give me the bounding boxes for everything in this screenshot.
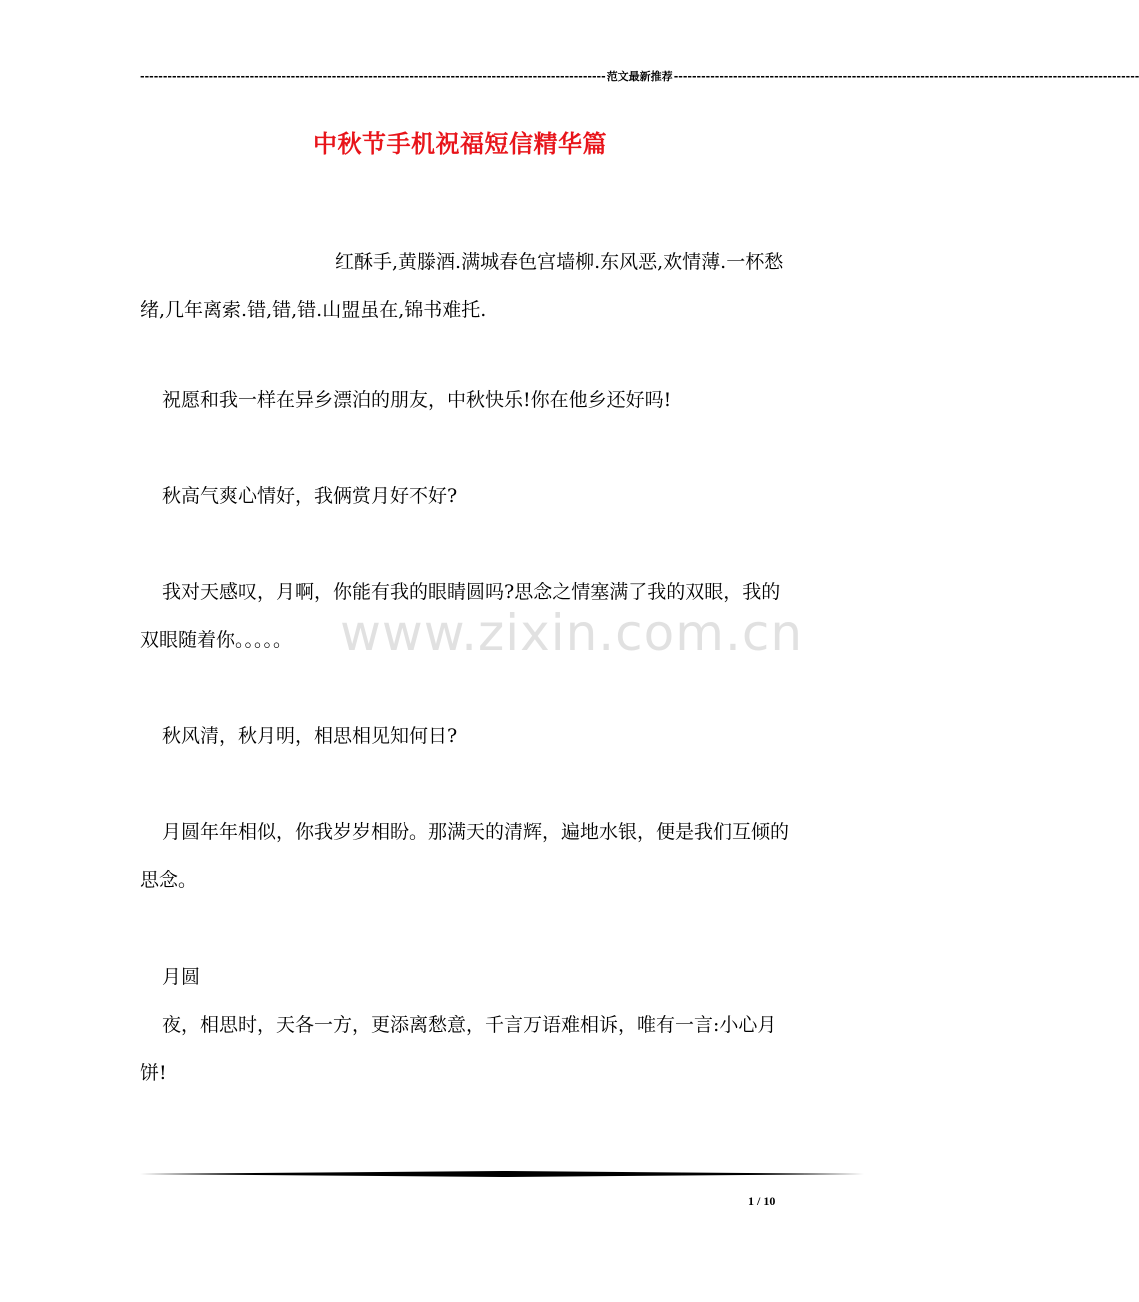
blessing-paragraph: 夜，相思时，天各一方，更添离愁意，千言万语难相诉，唯有一言:小心月饼! [140,1014,777,1084]
paragraph-6 [140,808,790,904]
header-dash-left: ------------------------------------------------------------------------------------------------------ [140,69,606,83]
paragraph-1 [140,238,790,334]
paragraph-4 [140,568,790,664]
footer-divider [140,1171,864,1177]
paragraph-5 [140,712,790,760]
blessing-paragraph: 月圆 [162,966,201,988]
document-title: 中秋节手机祝福短信精华篇 [313,129,607,158]
header-banner [140,68,1139,84]
page-number: 1 / 10 [748,1194,776,1208]
paragraph-8 [140,1001,790,1097]
paragraph-7 [140,953,790,1001]
header-label: 范文最新推荐 [606,70,673,83]
watermark: www.zixin.com.cn [340,604,804,662]
blessing-paragraph: 我对天感叹，月啊，你能有我的眼睛圆吗?思念之情塞满了我的双眼，我的双眼随着你。。。。。 [140,581,781,651]
blessing-paragraph: 秋高气爽心情好，我俩赏月好不好? [162,485,458,507]
blessing-paragraph: 月圆年年相似，你我岁岁相盼。那满天的清辉，遍地水银，便是我们互倾的思念。 [140,821,790,891]
header-dash-right: ------------------------------------------------------------------------------------------------------ [673,69,1139,83]
blessing-paragraph: 祝愿和我一样在异乡漂泊的朋友，中秋快乐!你在他乡还好吗! [162,389,672,411]
blessing-paragraph: 秋风清，秋月明，相思相见知何日? [162,725,458,747]
paragraph-3 [140,472,790,520]
paragraph-2 [140,376,790,424]
poem-paragraph: 红酥手,黄滕酒.满城春色宫墙柳.东风恶,欢情薄.一杯愁绪,几年离索.错,错,错.山盟虽在,锦书难托. [140,251,784,321]
